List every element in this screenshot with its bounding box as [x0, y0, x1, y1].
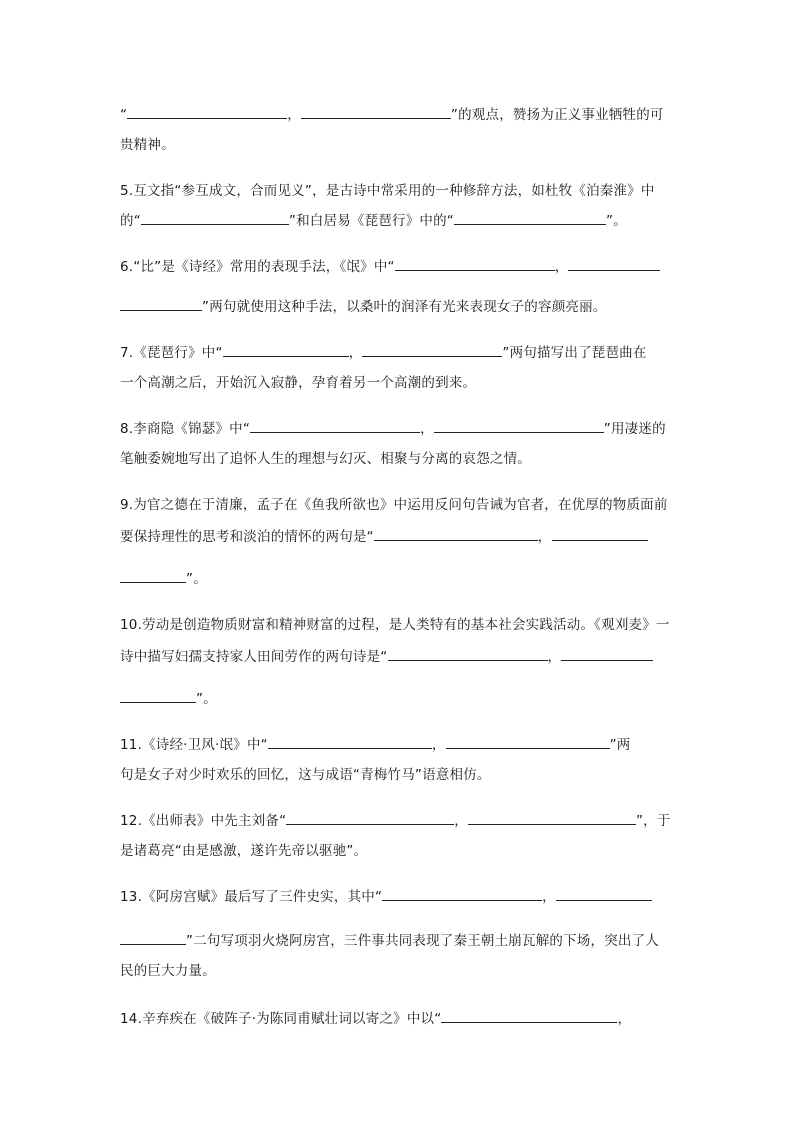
text-line [120, 342, 680, 364]
text-line [120, 960, 680, 982]
answer-blank[interactable] [568, 256, 660, 271]
text-segment: ”，于 [635, 813, 671, 829]
text-segment: ， [542, 889, 556, 905]
text-segment: ”两 [609, 737, 631, 753]
text-segment: ”两句描写出了琵琶曲在 [502, 345, 647, 361]
text-line [120, 886, 680, 908]
answer-blank[interactable] [268, 734, 432, 749]
answer-blank[interactable] [441, 1008, 617, 1023]
text-segment: 一个高潮之后，开始沉入寂静，孕育着另一个高潮的到来。 [120, 375, 477, 391]
text-segment: ， [454, 813, 468, 829]
text-line [120, 688, 680, 710]
text-line [120, 734, 680, 756]
text-segment: 8.李商隐《锦瑟》中“ [120, 421, 251, 437]
text-segment: 12.《出师表》中先主刘备“ [120, 813, 287, 829]
answer-blank[interactable] [561, 646, 653, 661]
text-segment: ”。 [196, 691, 217, 707]
text-segment: “ [120, 107, 128, 123]
text-segment: ， [420, 421, 434, 437]
answer-blank[interactable] [250, 418, 420, 433]
text-segment: 诗中描写妇孺支持家人田间劳作的两句诗是“ [120, 649, 388, 665]
text-line [120, 930, 680, 952]
text-segment: ， [431, 737, 446, 753]
text-segment: 民的巨大力量。 [120, 963, 216, 979]
answer-blank[interactable] [388, 646, 548, 661]
answer-blank[interactable] [141, 210, 289, 225]
text-segment: ， [287, 107, 301, 123]
text-segment: ， [554, 259, 569, 275]
answer-blank[interactable] [286, 810, 454, 825]
text-segment: ”和白居易《琵琶行》中的“ [288, 213, 454, 229]
text-segment: ”两句就使用这种手法，以桑叶的润泽有光来表现女子的容颜亮丽。 [202, 299, 607, 315]
text-line [120, 210, 680, 232]
text-line [120, 526, 680, 548]
text-segment: ”。 [186, 571, 207, 587]
answer-blank[interactable] [468, 810, 636, 825]
text-line [120, 104, 680, 126]
text-segment: 6.“比”是《诗经》常用的表现手法，《氓》中“ [120, 259, 395, 275]
answer-blank[interactable] [434, 418, 604, 433]
text-line [120, 614, 680, 636]
text-line [120, 568, 680, 590]
text-segment: 是诸葛亮“由是感激，遂许先帝以驱驰”。 [120, 843, 368, 859]
text-segment: 13.《阿房宫赋》最后写了三件史实，其中“ [120, 889, 383, 905]
answer-blank[interactable] [454, 210, 606, 225]
answer-blank[interactable] [552, 526, 648, 541]
answer-blank[interactable] [446, 734, 610, 749]
text-segment: ”二句写项羽火烧阿房宫，三件事共同表现了秦王朝土崩瓦解的下场，突出了人 [186, 933, 659, 949]
text-line [120, 448, 680, 470]
answer-blank[interactable] [120, 296, 202, 311]
text-segment: 5.互文指“参互成文，合而见义”，是古诗中常采用的一种修辞方法，如杜牧《泊秦淮》中 [120, 183, 655, 199]
text-line [120, 418, 680, 440]
answer-blank[interactable] [127, 104, 287, 119]
text-segment: 的“ [120, 213, 141, 229]
answer-blank[interactable] [223, 342, 349, 357]
text-segment: ， [537, 529, 552, 545]
answer-blank[interactable] [374, 526, 538, 541]
text-segment: 7.《琵琶行》中“ [120, 345, 223, 361]
text-segment: 要保持理性的思考和淡泊的情怀的两句是“ [120, 529, 374, 545]
answer-blank[interactable] [395, 256, 555, 271]
text-segment: 14.辛弃疾在《破阵子·为陈同甫赋壮词以寄之》中以“ [120, 1011, 442, 1027]
answer-blank[interactable] [382, 886, 542, 901]
text-line [120, 296, 680, 318]
text-line [120, 1008, 680, 1030]
text-line [120, 810, 680, 832]
answer-blank[interactable] [120, 930, 186, 945]
text-segment: ， [617, 1011, 632, 1027]
text-line [120, 180, 680, 202]
text-line [120, 494, 680, 516]
text-line [120, 134, 680, 156]
text-segment: ， [348, 345, 363, 361]
text-segment: 句是女子对少时欢乐的回忆，这与成语“青梅竹马”语意相仿。 [120, 767, 491, 783]
text-segment: ”用凄迷的 [603, 421, 666, 437]
text-segment: ”。 [606, 213, 627, 229]
text-line [120, 256, 680, 278]
text-segment: ”的观点，赞扬为正义事业牺牲的可 [450, 107, 664, 123]
text-segment: 10.劳动是创造物质财富和精神财富的过程，是人类特有的基本社会实践活动。《观刈麦》一 [120, 617, 670, 633]
text-line [120, 646, 680, 668]
text-segment: 贵精神。 [120, 137, 175, 153]
text-line [120, 840, 680, 862]
answer-blank[interactable] [120, 688, 196, 703]
answer-blank[interactable] [301, 104, 451, 119]
text-line [120, 764, 680, 786]
answer-blank[interactable] [120, 568, 186, 583]
text-segment: 9.为官之德在于清廉，孟子在《鱼我所欲也》中运用反问句告诫为官者，在优厚的物质面前 [120, 497, 668, 513]
answer-blank[interactable] [556, 886, 652, 901]
answer-blank[interactable] [362, 342, 502, 357]
text-line [120, 372, 680, 394]
text-segment: 笔触委婉地写出了追怀人生的理想与幻灭、相聚与分离的哀怨之情。 [120, 451, 531, 467]
text-segment: 11.《诗经·卫风·氓》中“ [120, 737, 268, 753]
text-segment: ， [547, 649, 562, 665]
